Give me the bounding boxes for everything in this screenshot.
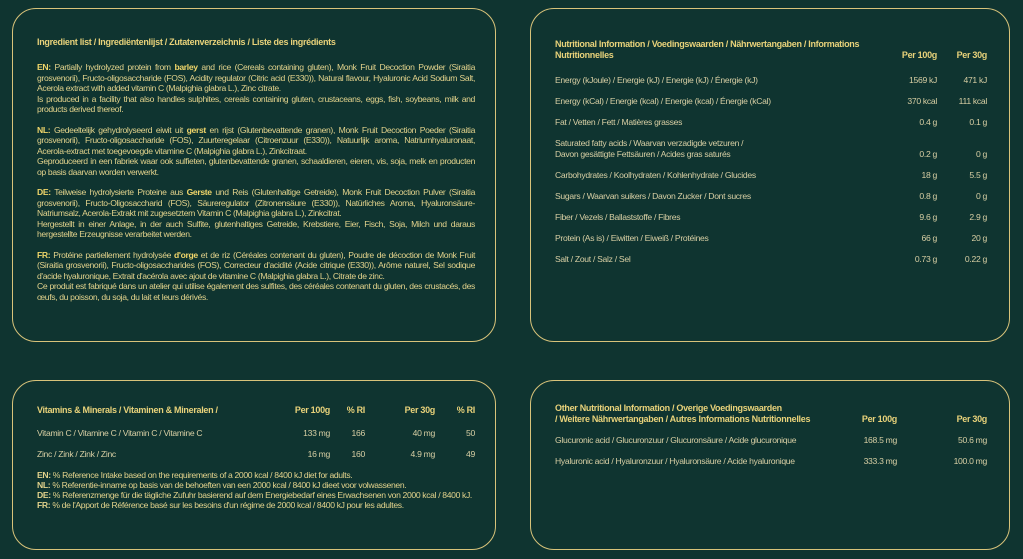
title-line: / Weitere Nährwertangaben / Autres Informations Nutritionnelles [555, 414, 811, 424]
note-text: % Reference Intake based on the requirements of a 2000 kcal / 8400 kJ diet for adults. [50, 470, 353, 480]
vitamin-row [37, 449, 475, 460]
ingredients-nl [37, 125, 475, 178]
nutrition-row [555, 117, 987, 128]
col-per-100g: Per 100g [294, 405, 330, 415]
value-per-100g: 168.5 mg [863, 435, 897, 445]
ingredient-text: Partially hydrolyzed protein from [50, 62, 175, 72]
nutrition-header-row [555, 39, 987, 61]
ri-per-30g: 50 [466, 428, 475, 438]
allergen-note: Hergestellt in einer Anlage, in der auch Sulfite, glutenhaltiges Getreide, Krebstiere, Eier, Fisch, Soja, Milch und daraus hergestellte Erzeugnisse verarbeitet werden. [37, 218, 475, 239]
allergen-bold: d'orge [174, 249, 198, 260]
ingredients-de [37, 187, 475, 240]
vitamins-minerals-panel [12, 380, 496, 550]
value-per-100g: 0.8 g [919, 191, 937, 201]
ingredient-text: Teilweise hydrolysierte Proteine aus [50, 187, 187, 197]
note-text: % de l'Apport de Référence basé sur les besoins d'un régime de 2000 kcal / 8400 kJ pour les adultes. [50, 500, 404, 510]
nutrient-label-cell [555, 117, 877, 128]
value-per-30g: 111 kcal [958, 96, 987, 106]
ingredient-text: en rijst (Glutenbevattende granen), Monk Fruit Decoction Poeder (Siraitia grosvenorii), Fructo-oligosaccharide (FOS), Zuurteregelaar (Citroenzuur (E330)), Natuurlijk aroma, Natriumhyaluronaat, Acerola-extract met toegevoegde vitamine C (Malpighia glabra L.), Zinkcitraat. [37, 124, 475, 156]
vitamin-label: Zinc / Zink / Zink / Zinc [37, 449, 116, 459]
nutrient-label: Energy (kJoule) / Energie (kJ) / Energie (kJ) / Énergie (kJ) [555, 75, 758, 85]
lang-label: NL: [37, 124, 51, 135]
nutrition-row [555, 138, 987, 160]
ingredient-text: et de riz (Céréales contenant du gluten), Poudre de décoction de Monk Fruit (Siraitia grosvenorii), Fructo-oligosaccharides (FOS), Correcteur d'acidité (Acide citrique (E330)), Arôme naturel, Sel sodique d'acide hyaluronique, Extrait d'acérola avec ajout de vitamine C (Malpighia glabra L.), Citrate de zinc. [37, 249, 475, 281]
title-line: Other Nutritional Information / Overige Voedingswaarden [555, 403, 782, 413]
ingredients-en [37, 62, 475, 115]
value-per-30g: 5.5 g [969, 170, 987, 180]
lang-label: DE: [37, 490, 51, 500]
other-row [555, 435, 987, 446]
ri-note-en [37, 470, 475, 480]
nutrient-label-cell [555, 191, 877, 202]
ingredient-list-title: Ingredient list / Ingrediëntenlijst / Zutatenverzeichnis / Liste des ingrédients [37, 37, 336, 47]
nutrition-row [555, 212, 987, 223]
value-per-100g: 18 g [921, 170, 937, 180]
other-nutrition-title [555, 403, 837, 425]
ingredient-text: Gedeeltelijk gehydrolyseerd eiwit uit [50, 124, 187, 135]
lang-label: EN: [37, 470, 51, 480]
nutrition-row [555, 233, 987, 244]
ri-per-100g: 160 [351, 449, 365, 459]
nutrient-label-cell [555, 254, 877, 265]
value-per-30g: 100.0 mg [953, 456, 987, 466]
nutrient-label-cell [555, 138, 877, 160]
other-nutrient-label: Glucuronic acid / Glucuronzuur / Glucuronsäure / Acide glucuronique [555, 435, 797, 445]
value-per-100g: 0.2 g [919, 149, 937, 159]
other-header-row [555, 403, 987, 425]
nutrient-label-cell [555, 212, 877, 223]
ingredients-fr [37, 250, 475, 303]
nutrient-label: Salt / Zout / Salz / Sel [555, 254, 631, 264]
nutrient-label: Carbohydrates / Koolhydraten / Kohlenhydrate / Glucides [555, 170, 756, 180]
allergen-bold: barley [174, 62, 198, 72]
reference-intake-notes [37, 470, 475, 510]
ingredient-text: Protéine partiellement hydrolysée [50, 249, 175, 260]
nutrition-row [555, 75, 987, 86]
value-per-30g: 2.9 g [969, 212, 987, 222]
value-per-30g: 40 mg [412, 428, 435, 438]
other-rows [555, 435, 987, 467]
value-per-100g: 66 g [921, 233, 937, 243]
ri-note-nl [37, 480, 475, 490]
value-per-30g: 0.1 g [969, 117, 987, 127]
value-per-100g: 0.4 g [919, 117, 937, 127]
value-per-30g: 471 kJ [963, 75, 987, 85]
value-per-100g: 16 mg [307, 449, 330, 459]
value-per-30g: 0.22 g [964, 254, 987, 264]
ri-note-de [37, 490, 475, 500]
ri-note-fr [37, 500, 475, 510]
col-ri-30g: % RI [456, 405, 475, 415]
value-per-100g: 333.3 mg [863, 456, 897, 466]
allergen-note: Ce produit est fabriqué dans un atelier qui utilise également des sulfites, des céréales contenant du gluten, des crustacés, des œufs, du poisson, du soja, du lait et leurs dérivés. [37, 281, 475, 302]
nutrition-row [555, 96, 987, 107]
col-ri-100g: % RI [346, 405, 365, 415]
other-nutrition-panel [530, 380, 1010, 550]
nutrition-title: Nutritional Information / Voedingswaarden / Nährwertangaben / Informations Nutritionnelles [555, 39, 860, 60]
nutrient-label-cell [555, 96, 877, 107]
allergen-bold: Gerste [186, 187, 212, 197]
ri-per-30g: 49 [466, 449, 475, 459]
nutrient-label: Energy (kCal) / Energie (kcal) / Energie (kcal) / Énergie (kCal) [555, 96, 771, 106]
other-row [555, 456, 987, 467]
lang-label: NL: [37, 480, 51, 490]
ingredient-text: und Reis (Glutenhaltige Getreide), Monk Fruit Decoction Pulver (Siraitia grosvenorii), Fructo-Oligosaccharid (FOS), Säureregulator (Zitronensäure (E330)), Natürliches Aroma, Hyaluronsäure-Natriumsalz, Acerola-Extrakt mit zugesetztem Vitamin C (Malpighia glabra L.), Zinkcitrat. [37, 187, 476, 218]
value-per-30g: 50.6 mg [958, 435, 987, 445]
other-nutrient-label: Hyaluronic acid / Hyaluronzuur / Hyaluronsäure / Acide hyaluronique [555, 456, 795, 466]
value-per-30g: 4.9 mg [410, 449, 435, 459]
allergen-bold: gerst [186, 124, 206, 135]
value-per-100g: 133 mg [303, 428, 330, 438]
value-per-100g: 0.73 g [914, 254, 937, 264]
allergen-note: Geproduceerd in een fabriek waar ook sulfieten, glutenbevattende granen, schaaldieren, eieren, vis, soja, melk en producten op basis daarvan worden verwerkt. [37, 156, 475, 177]
nutrient-label-2: Davon gesättigte Fettsäuren / Acides gras saturés [555, 149, 731, 159]
note-text: % Referentie-inname op basis van de behoeften van een 2000 kcal / 8400 kJ dieet voor volwassenen. [50, 480, 407, 490]
value-per-30g: 0 g [975, 191, 987, 201]
nutrient-label: Sugars / Waarvan suikers / Davon Zucker / Dont sucres [555, 191, 751, 201]
allergen-note: Is produced in a facility that also handles sulphites, cereals containing gluten, crustaceans, eggs, fish, soybeans, milk and products derived thereof. [37, 93, 475, 114]
lang-label: FR: [37, 249, 51, 260]
nutrient-label-cell [555, 75, 877, 86]
nutrition-rows [555, 75, 987, 265]
nutrition-row [555, 254, 987, 265]
value-per-100g: 370 kcal [907, 96, 937, 106]
vitamins-header-row [37, 405, 475, 416]
lang-label: FR: [37, 500, 51, 510]
vitamin-row [37, 428, 475, 439]
ri-per-100g: 166 [351, 428, 365, 438]
nutrient-label: Protein (As is) / Eiwitten / Eiweiß / Protéines [555, 233, 709, 243]
nutritional-info-panel [530, 8, 1010, 342]
value-per-100g: 1569 kJ [909, 75, 937, 85]
value-per-30g: 20 g [971, 233, 987, 243]
lang-label: EN: [37, 62, 51, 72]
ingredient-text: and rice (Cereals containing gluten), Monk Fruit Decoction Powder (Siraitia grosvenorii), Fructo-oligosaccharide (FOS), Acidity regulator (Citric acid (E330)), Natural flavour, Hyaluronic Acid Sodium Salt, Acerola extract with added vitamin C (Malpighia glabra L.), Zinc citrate. [37, 62, 475, 93]
nutrient-label-cell [555, 233, 877, 244]
lang-label: DE: [37, 187, 51, 197]
nutrition-row [555, 191, 987, 202]
value-per-30g: 0 g [975, 149, 987, 159]
col-per-100g: Per 100g [901, 50, 937, 60]
vitamins-title: Vitamins & Minerals / Vitaminen & Mineralen / [37, 405, 218, 415]
col-per-30g: Per 30g [404, 405, 435, 415]
nutrition-row [555, 170, 987, 181]
nutrient-label: Fat / Vetten / Fett / Matières grasses [555, 117, 683, 127]
note-text: % Referenzmenge für die tägliche Zufuhr basierend auf dem Energiebedarf eines Erwachsenen von 2000 kcal / 8400 kJ. [50, 490, 472, 500]
col-per-30g: Per 30g [956, 50, 987, 60]
value-per-100g: 9.6 g [919, 212, 937, 222]
col-per-30g: Per 30g [956, 414, 987, 424]
vitamin-label: Vitamin C / Vitamine C / Vitamin C / Vitamine C [37, 428, 203, 438]
nutrient-label-cell [555, 170, 877, 181]
nutrient-label: Fiber / Vezels / Ballaststoffe / Fibres [555, 212, 681, 222]
vitamin-rows [37, 428, 475, 460]
col-per-100g: Per 100g [861, 414, 897, 424]
ingredient-list-panel [12, 8, 496, 342]
nutrient-label: Saturated fatty acids / Waarvan verzadigde vetzuren / [555, 138, 744, 148]
